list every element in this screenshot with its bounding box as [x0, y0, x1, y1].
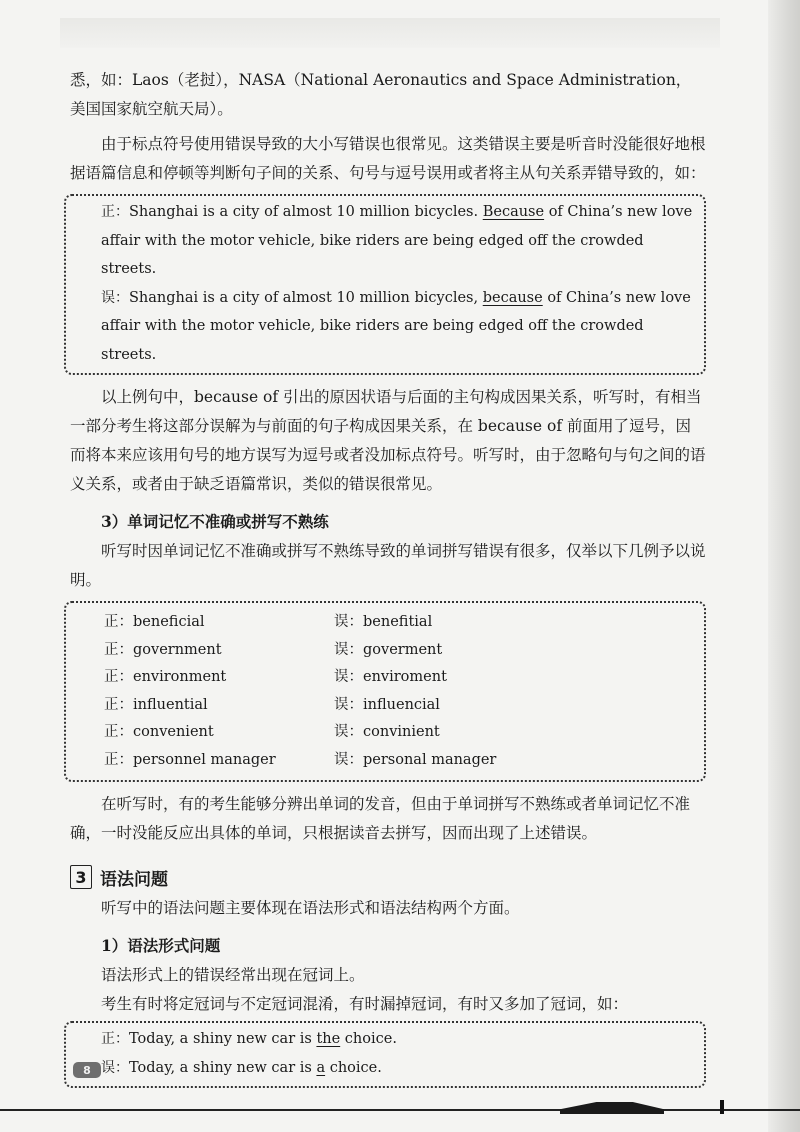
word-correct	[104, 664, 334, 692]
correct-word: influential	[133, 696, 208, 713]
correct-word: government	[133, 641, 222, 658]
correct-example: 正：Shanghai is a city of almost 10 million bicycles. Because of China’s new love affair with the motor vehicle, bike riders are being edged off the crowded streets.	[101, 204, 693, 277]
grammar-form-title: 1）语法形式问题	[101, 936, 221, 955]
footer-decoration	[560, 1102, 664, 1114]
wrong-word: convinient	[363, 724, 440, 740]
grammar-form-line-2: 考生有时将定冠词与不定冠词混淆，有时漏掉冠词，有时又多加了冠词，如：	[101, 995, 629, 1013]
word-wrong	[334, 719, 700, 747]
wrong-word: enviroment	[363, 669, 447, 685]
highlight-word: because	[482, 289, 543, 306]
wrong-label: 误：	[334, 751, 363, 768]
word-pairs-box	[64, 601, 706, 782]
wrong-word: personal manager	[363, 751, 497, 768]
wrong-label: 误：	[334, 669, 363, 685]
grammar-form-line-1: 语法形式上的错误经常出现在冠词上。	[101, 966, 365, 984]
correct-label: 正：	[104, 724, 133, 740]
correct-word: convenient	[133, 724, 214, 740]
wrong-example: 误：Today, a shiny new car is a choice.	[101, 1059, 382, 1076]
word-wrong	[334, 747, 700, 775]
correct-label: 正：	[104, 751, 133, 768]
wrong-label: 误：	[101, 289, 129, 306]
wrong-word: influencial	[363, 696, 440, 713]
section-title: 语法问题	[100, 869, 168, 890]
word-wrong	[334, 664, 700, 692]
intro-paragraph-2: 由于标点符号使用错误导致的大小写错误也很常见。这类错误主要是听音时没能很好地根据语篇信息和停顿等判断句子间的关系、句号与逗号误用或者将主从句关系弄错导致的，如：	[70, 135, 706, 182]
analysis-paragraph: 以上例句中，because of 引出的原因状语与后面的主句构成因果关系，听写时，有相当一部分考生将这部分误解为与前面的句子构成因果关系，在 because of 前面用了逗号，因而将本来应该用句号的地方误写为逗号或者没加标点符号。听写时，由于忽略句与句之间的语义关系，或者由于缺乏语篇常识，类似的错误很常见。	[70, 388, 706, 493]
header-band	[60, 18, 720, 48]
correct-label: 正：	[104, 669, 133, 685]
highlight-word: Because	[482, 204, 545, 220]
correct-word: beneficial	[133, 614, 205, 630]
footer-mark	[720, 1100, 724, 1114]
wrong-word: benefitial	[363, 614, 433, 630]
correct-word: personnel manager	[133, 751, 276, 768]
wrong-label: 误：	[101, 1059, 129, 1076]
page-content	[70, 66, 706, 1096]
example-box-punctuation	[64, 194, 706, 375]
correct-label: 正：	[104, 614, 133, 630]
example-box-articles	[64, 1021, 706, 1088]
wrong-label: 误：	[334, 696, 363, 713]
word-correct	[104, 692, 334, 720]
word-correct	[104, 747, 334, 775]
subsection-body: 听写时因单词记忆不准确或拼写不熟练导致的单词拼写错误有很多，仅举以下几例予以说明。	[70, 542, 706, 589]
word-wrong	[334, 692, 700, 720]
word-pairs-grid	[70, 605, 700, 776]
word-wrong	[334, 637, 700, 665]
correct-label: 正：	[104, 696, 133, 713]
page-number: 8	[73, 1062, 101, 1078]
after-words-paragraph: 在听写时，有的考生能够分辨出单词的发音，但由于单词拼写不熟练或者单词记忆不准确，一时没能反应出具体的单词，只根据读音去拼写，因而出现了上述错误。	[70, 795, 691, 842]
wrong-label: 误：	[334, 724, 363, 740]
word-correct	[104, 719, 334, 747]
highlight-word: a	[316, 1059, 326, 1076]
section-intro: 听写中的语法问题主要体现在语法形式和语法结构两个方面。	[101, 899, 520, 917]
word-wrong	[334, 609, 700, 637]
correct-label: 正：	[104, 641, 133, 658]
word-correct	[104, 609, 334, 637]
highlight-word: the	[316, 1031, 341, 1047]
wrong-word: goverment	[363, 641, 443, 658]
intro-paragraph-1: 悉，如：Laos（老挝），NASA（National Aeronautics and Space Administration，美国国家航空航天局）。	[70, 71, 692, 118]
section-heading	[70, 860, 706, 894]
bottom-rule	[0, 1109, 800, 1111]
wrong-example: 误：Shanghai is a city of almost 10 million bicycles, because of China’s new love affair with the motor vehicle, bike riders are being edged off the crowded streets.	[101, 289, 691, 363]
correct-example: 正：Today, a shiny new car is the choice.	[101, 1031, 397, 1047]
correct-word: environment	[133, 669, 227, 685]
correct-label: 正：	[101, 1031, 129, 1047]
wrong-label: 误：	[334, 641, 363, 658]
wrong-label: 误：	[334, 614, 363, 630]
page-edge-shadow	[768, 0, 800, 1132]
correct-label: 正：	[101, 204, 129, 220]
section-number: 3	[70, 865, 92, 889]
word-correct	[104, 637, 334, 665]
subsection-title: 3）单词记忆不准确或拼写不熟练	[101, 512, 329, 531]
